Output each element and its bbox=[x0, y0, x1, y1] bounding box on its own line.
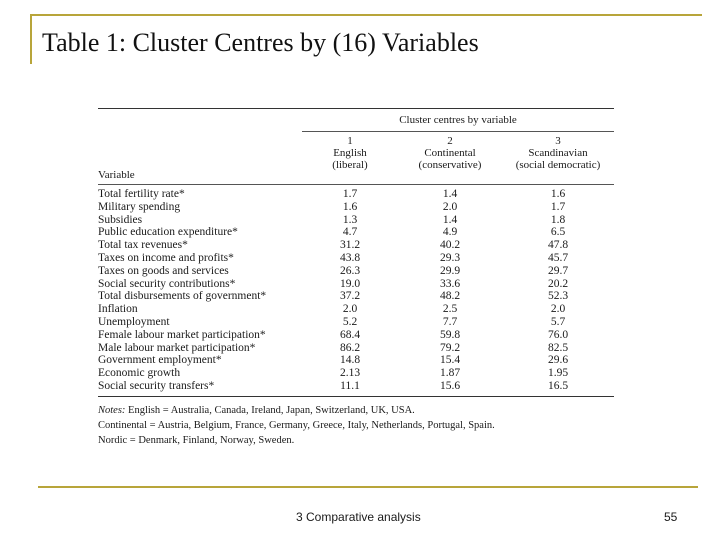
table-notes bbox=[98, 403, 618, 448]
cluster-table bbox=[98, 108, 614, 448]
table-row: Taxes on goods and services 26.3 29.9 29.7 bbox=[98, 264, 569, 277]
table-row: Social security transfers* 11.1 15.6 16.5 bbox=[98, 379, 569, 392]
notes-nordic: Nordic = Denmark, Finland, Norway, Sweden. bbox=[98, 434, 295, 446]
table-row: Unemployment 5.2 7.7 5.7 bbox=[98, 315, 566, 328]
table-row: Military spending 1.6 2.0 1.7 bbox=[98, 200, 566, 213]
notes-continental: Continental = Austria, Belgium, France, Germany, Greece, Italy, Netherlands, Portugal, Spain. bbox=[98, 419, 495, 431]
notes-label: Notes: bbox=[98, 404, 126, 416]
table-row: Social security contributions* 19.0 33.6 20.2 bbox=[98, 277, 569, 290]
table-bottom-rule bbox=[98, 396, 614, 397]
footer-section-label: 3 Comparative analysis bbox=[296, 510, 421, 524]
column-header-row bbox=[98, 132, 614, 184]
table-row: Total fertility rate* 1.7 1.4 1.6 bbox=[98, 188, 566, 200]
table-row: Male labour market participation* 86.2 79.2 82.5 bbox=[98, 341, 569, 354]
table-row: Total tax revenues* 31.2 40.2 47.8 bbox=[98, 239, 569, 252]
column-header-english: 1 English (liberal) bbox=[332, 135, 368, 171]
table-row: Public education expenditure* 4.7 4.9 6.5 bbox=[98, 226, 566, 239]
table-body bbox=[98, 185, 614, 396]
table-row: Taxes on income and profits* 43.8 29.3 45.7 bbox=[98, 251, 569, 264]
cluster-group-header: Cluster centres by variable bbox=[399, 114, 517, 126]
column-header-continental: 2 Continental (conservative) bbox=[418, 135, 482, 171]
variable-header: Variable bbox=[98, 169, 135, 181]
notes-english: Notes: English = Australia, Canada, Ireland, Japan, Switzerland, UK, USA. bbox=[98, 404, 415, 416]
table-row: Total disbursements of government* 37.2 48.2 52.3 bbox=[98, 290, 569, 303]
table-row: Subsidies 1.3 1.4 1.8 bbox=[98, 213, 566, 226]
page-number: 55 bbox=[664, 510, 678, 524]
table-row: Female labour market participation* 68.4 59.8 76.0 bbox=[98, 328, 569, 341]
title-top-rule bbox=[30, 14, 702, 16]
footer-rule bbox=[38, 486, 698, 488]
table-row: Economic growth 2.13 1.87 1.95 bbox=[98, 367, 569, 380]
table-row: Inflation 2.0 2.5 2.0 bbox=[98, 303, 566, 316]
table-row: Government employment* 14.8 15.4 29.6 bbox=[98, 354, 569, 367]
title-left-rule bbox=[30, 14, 32, 64]
slide-title: Table 1: Cluster Centres by (16) Variables bbox=[42, 28, 479, 57]
column-header-scandinavian: 3 Scandinavian (social democratic) bbox=[515, 135, 601, 171]
